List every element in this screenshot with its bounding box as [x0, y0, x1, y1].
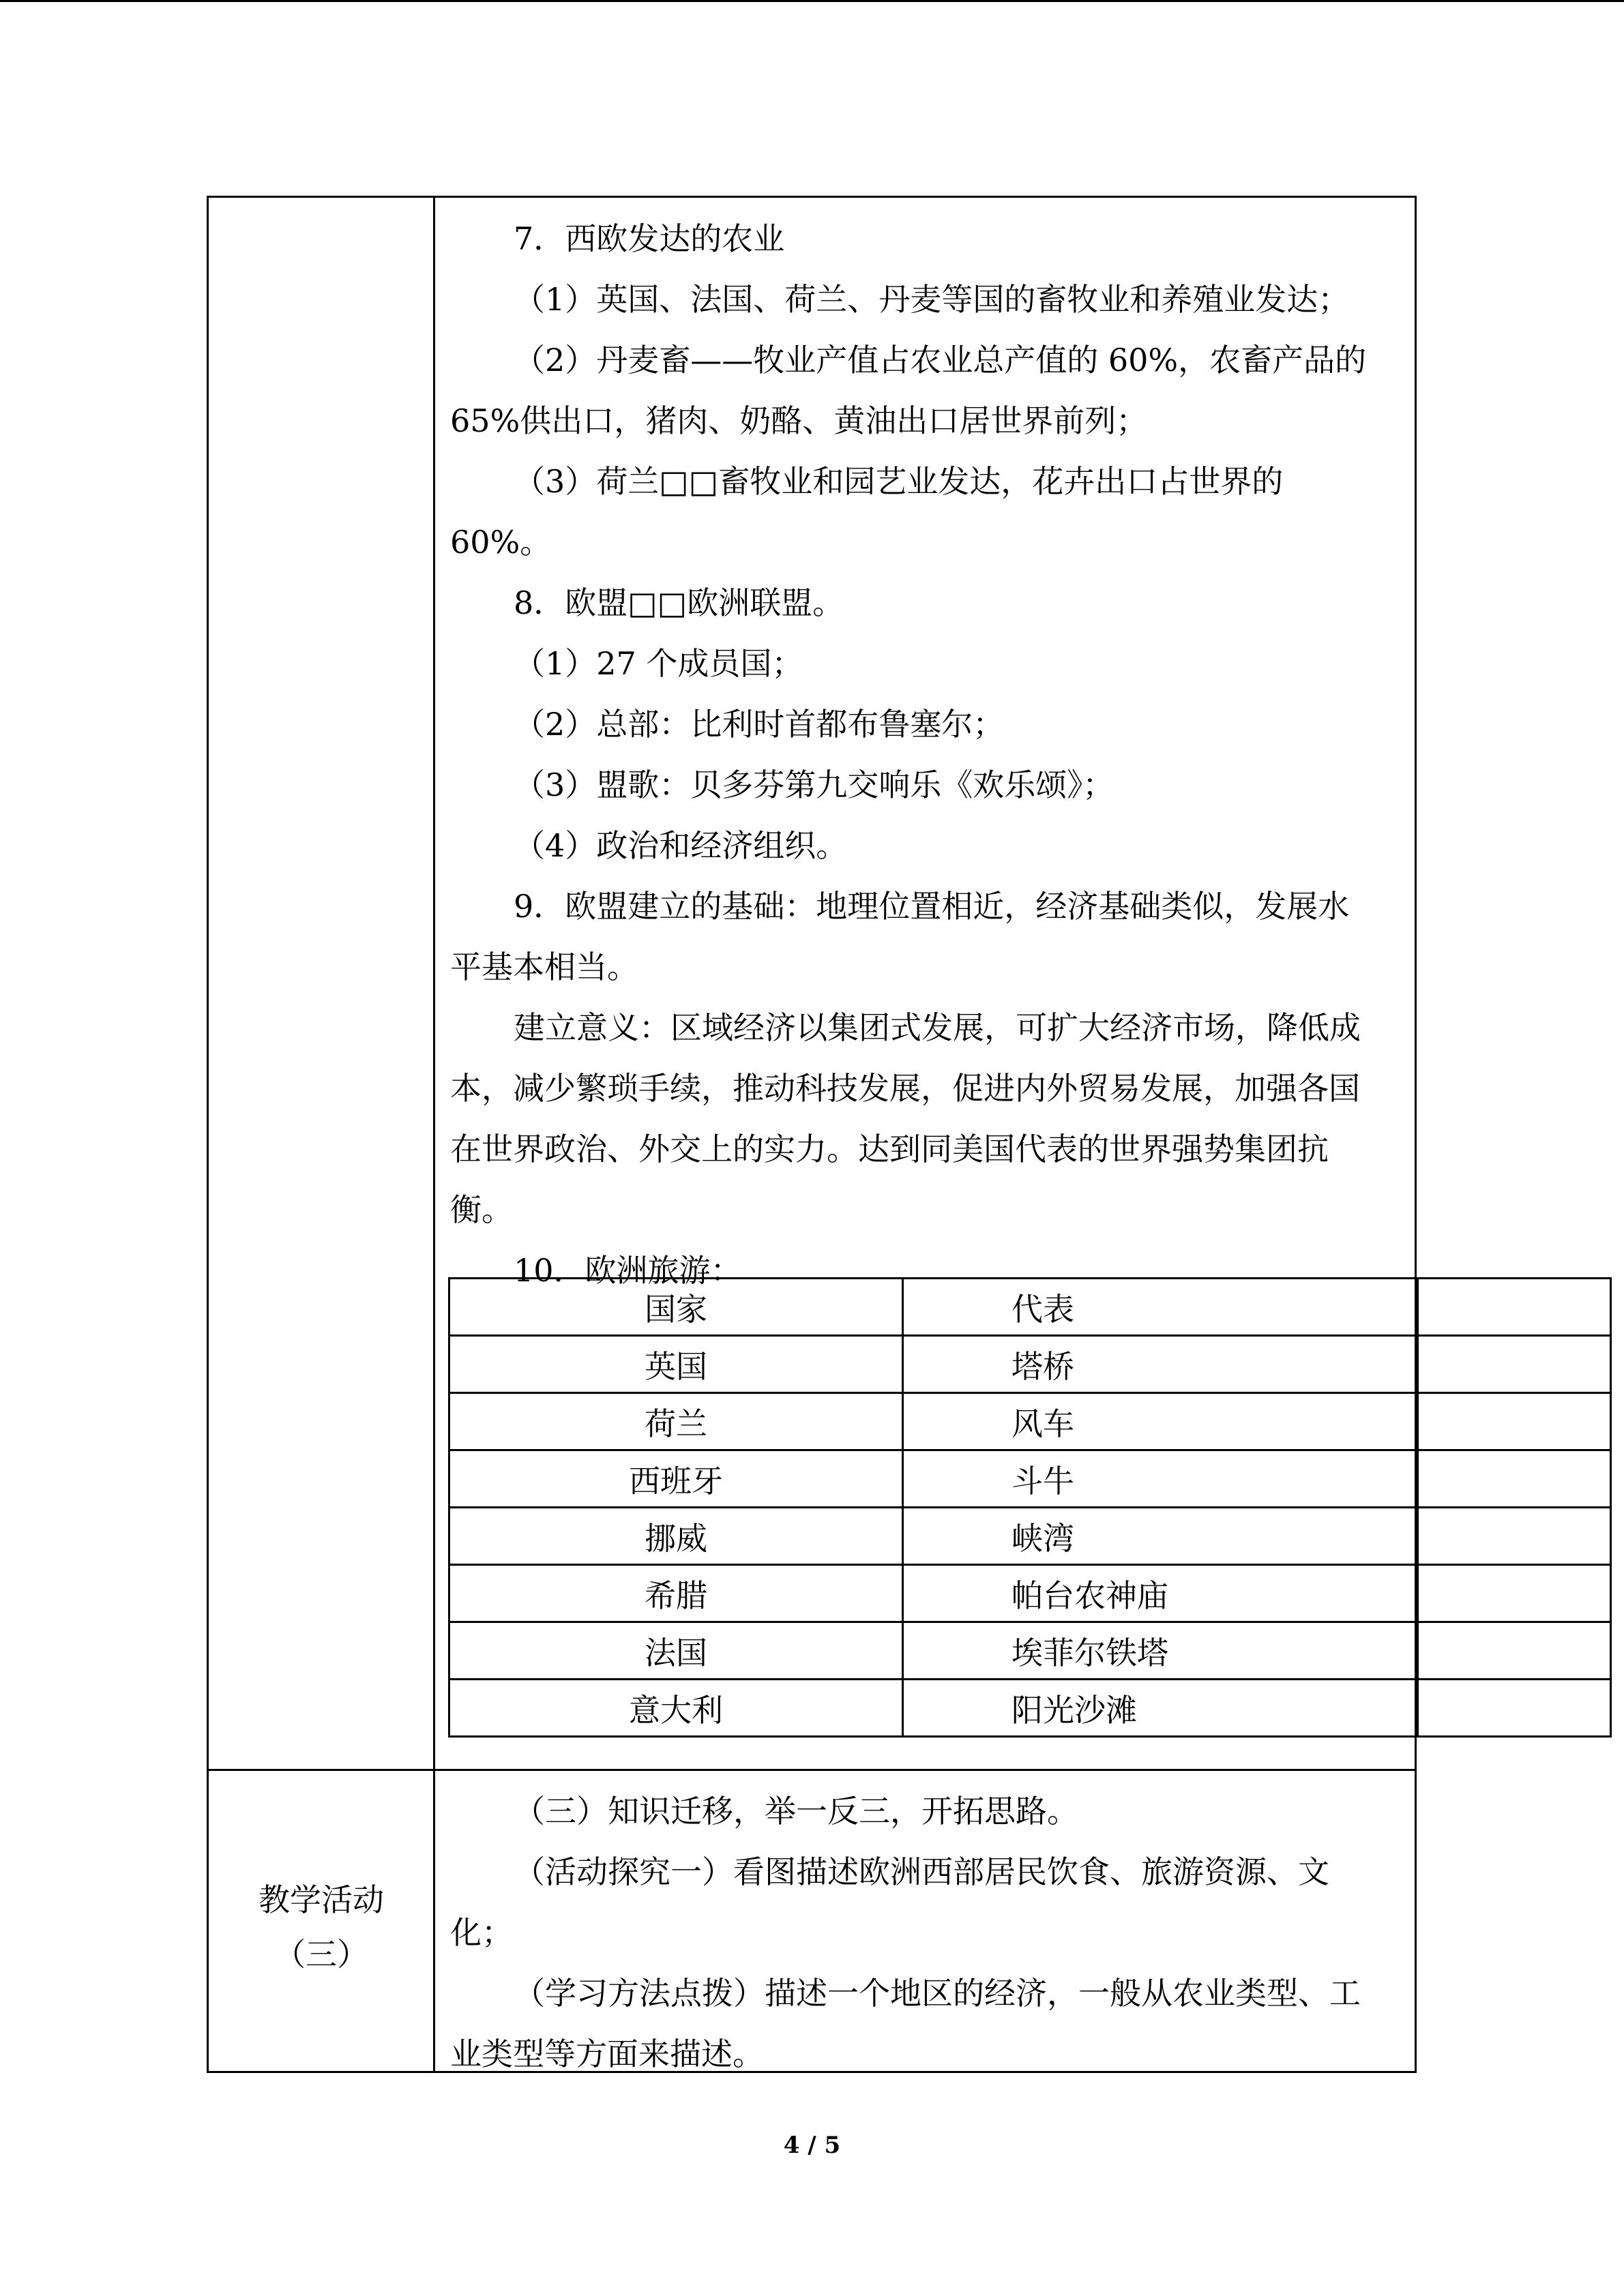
- section1-line: （1）英国、法国、荷兰、丹麦等国的畜牧业和养殖业发达；: [514, 281, 1350, 318]
- landmark-cell: 风车: [903, 1393, 1418, 1450]
- country-cell: 意大利: [449, 1680, 903, 1737]
- section1-line: 60%。: [450, 524, 552, 561]
- section1-line: 平基本相当。: [450, 949, 638, 985]
- section1-line: 10．欧洲旅游：: [514, 1252, 742, 1289]
- section1-line: （3）荷兰□□畜牧业和园艺业发达，花卉出口占世界的: [514, 463, 1284, 500]
- landmark-cell: 阳光沙滩: [903, 1680, 1418, 1737]
- table-row: [449, 1508, 1611, 1565]
- section1-line: 在世界政治、外交上的实力。达到同美国代表的世界强势集团抗: [450, 1131, 1329, 1167]
- table-row: [449, 1393, 1611, 1450]
- table-header-row: [449, 1279, 1611, 1336]
- table-row: [449, 1450, 1611, 1508]
- empty-cell: [1418, 1393, 1611, 1450]
- country-cell: 希腊: [449, 1565, 903, 1622]
- section1-line: （1）27 个成员国；: [514, 645, 803, 682]
- table-row: [449, 1622, 1611, 1680]
- section1-line: （4）政治和经济组织。: [514, 827, 848, 864]
- empty-cell: [1418, 1565, 1611, 1622]
- table-row: [449, 1336, 1611, 1393]
- empty-cell: [1418, 1680, 1611, 1737]
- section1-line: 8．欧盟□□欧洲联盟。: [514, 584, 844, 621]
- country-cell: 挪威: [449, 1508, 903, 1565]
- page-top-rule: [0, 0, 1624, 2]
- landmark-cell: 埃菲尔铁塔: [903, 1622, 1418, 1680]
- empty-cell: [1418, 1622, 1611, 1680]
- table-row: [449, 1680, 1611, 1737]
- section1-content: [450, 209, 1398, 1301]
- section2-line: （活动探究一）看图描述欧洲西部居民饮食、旅游资源、文: [514, 1853, 1329, 1890]
- landmark-cell: 帕台农神庙: [903, 1565, 1418, 1622]
- country-cell: 荷兰: [449, 1393, 903, 1450]
- empty-cell: [1418, 1279, 1611, 1336]
- tourism-table: [448, 1277, 1612, 1738]
- landmark-cell: 斗牛: [903, 1450, 1418, 1508]
- country-cell: 西班牙: [449, 1450, 903, 1508]
- section1-line: 7．西欧发达的农业: [514, 220, 785, 257]
- section1-line: （2）总部：比利时首都布鲁塞尔；: [514, 706, 1005, 743]
- section1-line: 65%供出口，猪肉、奶酪、黄油出口居世界前列；: [450, 402, 1148, 439]
- section1-line: （2）丹麦畜——牧业产值占农业总产值的 60%，农畜产品的: [514, 342, 1367, 378]
- landmark-cell: 代表: [903, 1279, 1418, 1336]
- section1-line: （3）盟歌：贝多芬第九交响乐《欢乐颂》；: [514, 766, 1114, 803]
- section1-line: 本，减少繁琐手续，推动科技发展，促进内外贸易发展，加强各国: [450, 1070, 1360, 1107]
- section2-line: （学习方法点拨）描述一个地区的经济，一般从农业类型、工: [514, 1975, 1361, 2012]
- empty-cell: [1418, 1336, 1611, 1393]
- section2-label-title: 教学活动: [259, 1881, 384, 1918]
- section2-label: [208, 1873, 434, 1982]
- section1-line: 9．欧盟建立的基础：地理位置相近，经济基础类似，发展水: [514, 888, 1350, 925]
- section2-label-number: （三）: [274, 1936, 368, 1973]
- country-cell: 英国: [449, 1336, 903, 1393]
- column-divider: [433, 196, 435, 2073]
- country-cell: 国家: [449, 1279, 903, 1336]
- section1-line: 衡。: [450, 1191, 513, 1228]
- section2-content: [450, 1781, 1398, 2085]
- table-row: [449, 1565, 1611, 1622]
- row-divider: [207, 1769, 1417, 1771]
- section1-line: 建立意义：区域经济以集团式发展，可扩大经济市场，降低成: [514, 1009, 1361, 1046]
- section2-line: 化；: [450, 1914, 513, 1951]
- section2-line: （三）知识迁移，举一反三，开拓思路。: [514, 1793, 1078, 1830]
- country-cell: 法国: [449, 1622, 903, 1680]
- empty-cell: [1418, 1508, 1611, 1565]
- empty-cell: [1418, 1450, 1611, 1508]
- landmark-cell: 塔桥: [903, 1336, 1418, 1393]
- section2-line: 业类型等方面来描述。: [450, 2036, 764, 2072]
- landmark-cell: 峡湾: [903, 1508, 1418, 1565]
- page-number: 4 / 5: [783, 2132, 841, 2159]
